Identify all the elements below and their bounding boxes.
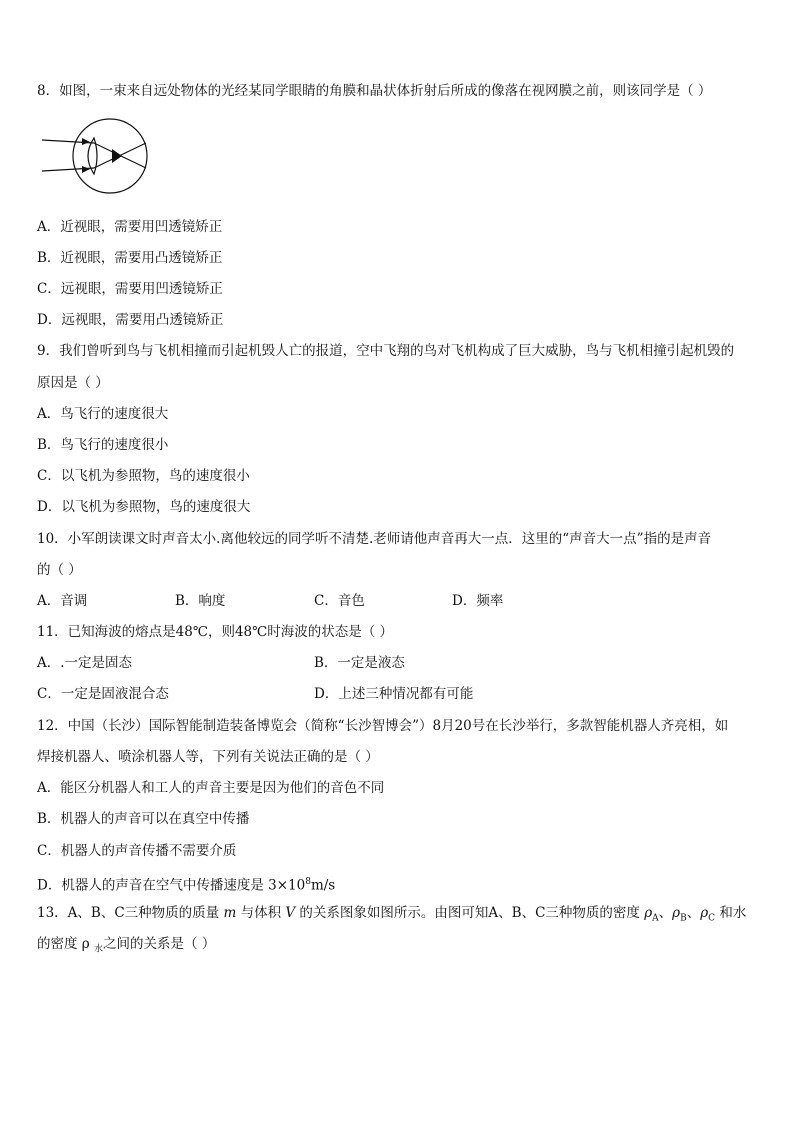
- q11-stem: 11．已知海波的熔点是48℃，则48℃时海波的状态是（ ）: [37, 624, 394, 640]
- q13-sub-b: B: [680, 913, 687, 924]
- q13-sub-water: 水: [94, 944, 104, 955]
- eyeball: [73, 119, 147, 193]
- q12-option-d-prefix: D．机器人的声音在空气中传播速度是 3×10: [37, 877, 306, 894]
- q9-option-b: B．鸟飞行的速度很小: [37, 437, 169, 453]
- q13-text-f: 之间的关系是（ ）: [103, 936, 216, 952]
- q9-stem-line1: 9．我们曾听到鸟与飞机相撞而引起机毁人亡的报道，空中飞翔的鸟对飞机构成了巨大威胁，鸟与飞机相撞引起机毁的: [37, 343, 735, 359]
- q9-option-c: C．以飞机为参照物，鸟的速度很小: [37, 468, 250, 484]
- q10-option-b: B．响度: [175, 593, 226, 609]
- q11-option-a: A．.一定是固态: [37, 655, 133, 671]
- q13-stem-line1: [37, 903, 746, 929]
- q11-option-b: B．一定是液态: [314, 655, 405, 671]
- q11-option-d: D．上述三种情况都有可能: [314, 686, 474, 702]
- q8-option-d: D．远视眼，需要用凸透镜矫正: [37, 312, 224, 328]
- q12-stem-line2: 焊接机器人、喷涂机器人等，下列有关说法正确的是（ ）: [37, 749, 379, 765]
- focus-arrow: [112, 149, 122, 163]
- ray-arrow-bottom: [82, 166, 90, 173]
- q13-text-c: 的关系图象如图所示。由图可知A、B、C三种物质的密度: [295, 905, 645, 921]
- q13-stem-line2: [37, 934, 215, 960]
- q12-option-a: A．能区分机器人和工人的声音主要是因为他们的音色不同: [37, 780, 385, 796]
- q12-stem-line1: 12．中国（长沙）国际智能制造装备博览会（简称“长沙智博会”）8月20号在长沙举行，多款智能机器人齐亮相，如: [37, 718, 729, 734]
- q12-option-c: C．机器人的声音传播不需要介质: [37, 843, 237, 859]
- q13-sep2: 、: [686, 905, 701, 921]
- q8-option-b: B．近视眼，需要用凸透镜矫正: [37, 250, 223, 266]
- q8-option-c: C．远视眼，需要用凹透镜矫正: [37, 281, 223, 297]
- q13-text-a: 13．A、B、C三种物质的质量: [37, 905, 224, 921]
- q13-text-e: 的密度 ρ: [37, 936, 95, 952]
- ray-arrow-top: [82, 138, 90, 145]
- q13-rho-b: ρ: [672, 905, 681, 921]
- q13-var-v: V: [285, 905, 296, 921]
- q13-rho-a: ρ: [644, 905, 653, 921]
- q10-option-c: C．音色: [314, 593, 365, 609]
- q10-stem-line2: 的（ ）: [37, 562, 82, 578]
- q12-option-d-exponent: 8: [305, 877, 311, 887]
- q9-stem-line2: 原因是（ ）: [37, 375, 109, 391]
- q9-option-d: D．以飞机为参照物，鸟的速度很大: [37, 499, 251, 515]
- q12-option-b: B．机器人的声音可以在真空中传播: [37, 811, 250, 827]
- q13-rho-c: ρ: [700, 905, 709, 921]
- q11-option-c: C．一定是固液混合态: [37, 686, 169, 702]
- q12-option-d: [37, 872, 335, 896]
- eye-diagram: [38, 116, 152, 196]
- q13-sub-a: A: [652, 913, 659, 924]
- q13-sep1: 、: [658, 905, 673, 921]
- q12-option-d-unit: m/s: [310, 877, 336, 894]
- q13-text-d: 和水: [715, 905, 747, 921]
- q10-stem-line1: 10．小军朗读课文时声音太小.离他较远的同学听不清楚.老师请他声音再大一点．这里的“声音大一点”指的是声音: [37, 531, 712, 547]
- q8-stem: 8．如图，一束来自远处物体的光经某同学眼睛的角膜和晶状体折射后所成的像落在视网膜之前，则该同学是（ ）: [37, 83, 712, 99]
- q10-option-d: D．频率: [452, 593, 504, 609]
- q10-option-a: A．音调: [37, 593, 88, 609]
- q13-var-m: m: [223, 905, 237, 921]
- q9-option-a: A．鸟飞行的速度很大: [37, 406, 169, 422]
- q13-text-b: 与体积: [236, 905, 286, 921]
- q13-sub-c: C: [708, 913, 716, 924]
- q8-option-a: A．近视眼，需要用凹透镜矫正: [37, 219, 223, 235]
